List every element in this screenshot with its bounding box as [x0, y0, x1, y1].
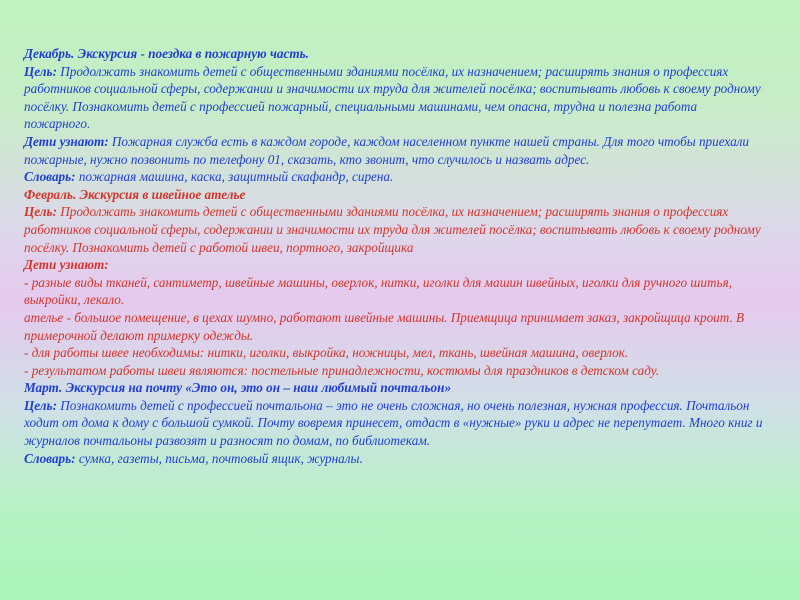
- march-vocab-text: сумка, газеты, письма, почтовый ящик, журналы.: [75, 450, 363, 466]
- december-goal-text: Продолжать знакомить детей с общественными зданиями посёлка, их назначением; расширять знания о профессиях работников социальной сферы, содержании и значимости их труда для жителей посёлка; воспитывать любовь к своему родному посёлку. Познакомить детей с профессией пожарный, специальными машинами, чем опасна, трудна и полезна работа пожарного.: [24, 63, 761, 132]
- march-goal-label: Цель:: [24, 397, 57, 413]
- march-goal-text: Познакомить детей с профессией почтальона – это не очень сложная, но очень полезная, нужная профессия. Почтальон ходит от дома к дому с большой сумкой. Почту вовремя принесет, отдаст в «нужные» руки и адрес не перепутает. Много книг и журналов почтальоны развозят и разносят по домам, по библиотекам.: [24, 397, 763, 449]
- february-goal: [24, 203, 764, 256]
- february-item: - для работы швее необходимы: нитки, иголки, выкройка, ножницы, мел, ткань, швейная машина, оверлок.: [24, 345, 629, 361]
- december-vocab-label: Словарь:: [24, 169, 76, 185]
- march-vocab-label: Словарь:: [24, 450, 76, 466]
- december-vocab-text: пожарная машина, каска, защитный скафандр, сирена.: [75, 169, 394, 185]
- february-learn-label: Дети узнают:: [24, 257, 109, 273]
- february-heading: [24, 186, 764, 204]
- december-vocab: [24, 168, 764, 186]
- february-item: - результатом работы швеи являются: постельные принадлежности, костюмы для праздников в детском саду.: [24, 362, 660, 378]
- december-goal-label: Цель:: [24, 63, 57, 79]
- december-goal: [24, 63, 764, 133]
- february-goal-text: Продолжать знакомить детей с общественными зданиями посёлка, их назначением; расширять знания о профессиях работников социальной сферы, содержании и значимости их труда для жителей посёлка; воспитывать любовь к своему родному посёлку. Познакомить детей с работой швеи, портного, закройщика: [24, 204, 761, 255]
- february-heading-month: Февраль: [24, 186, 73, 202]
- december-learn-label: Дети узнают:: [24, 133, 109, 149]
- december-learn: [24, 133, 764, 168]
- february-heading-rest: . Экскурсия в швейное ателье: [72, 186, 246, 202]
- february-item: - разные виды тканей, сантиметр, швейные машины, оверлок, нитки, иголки для машин швейных, иголки для ручного шитья, выкройки, лекало.: [24, 274, 732, 308]
- march-vocab: [24, 450, 764, 468]
- february-goal-label: Цель:: [24, 204, 57, 220]
- march-goal: [24, 397, 764, 450]
- march-heading: Март. Экскурсия на почту «Это он, это он – наш любимый почтальон»: [24, 380, 452, 396]
- february-item: ателье - большое помещение, в цехах шумно, работают швейные машины. Приемщица принимает заказ, закройщица кроит. В примерочной делают примерку одежды.: [24, 309, 745, 343]
- december-learn-text: Пожарная служба есть в каждом городе, каждом населенном пункте нашей страны. Для того чтобы приехали пожарные, нужно позвонить по телефону 01, сказать, кто звонит, что случилось и назвать адрес.: [24, 133, 750, 167]
- document-body: [24, 45, 764, 467]
- december-heading: Декабрь. Экскурсия - поездка в пожарную часть.: [24, 46, 309, 61]
